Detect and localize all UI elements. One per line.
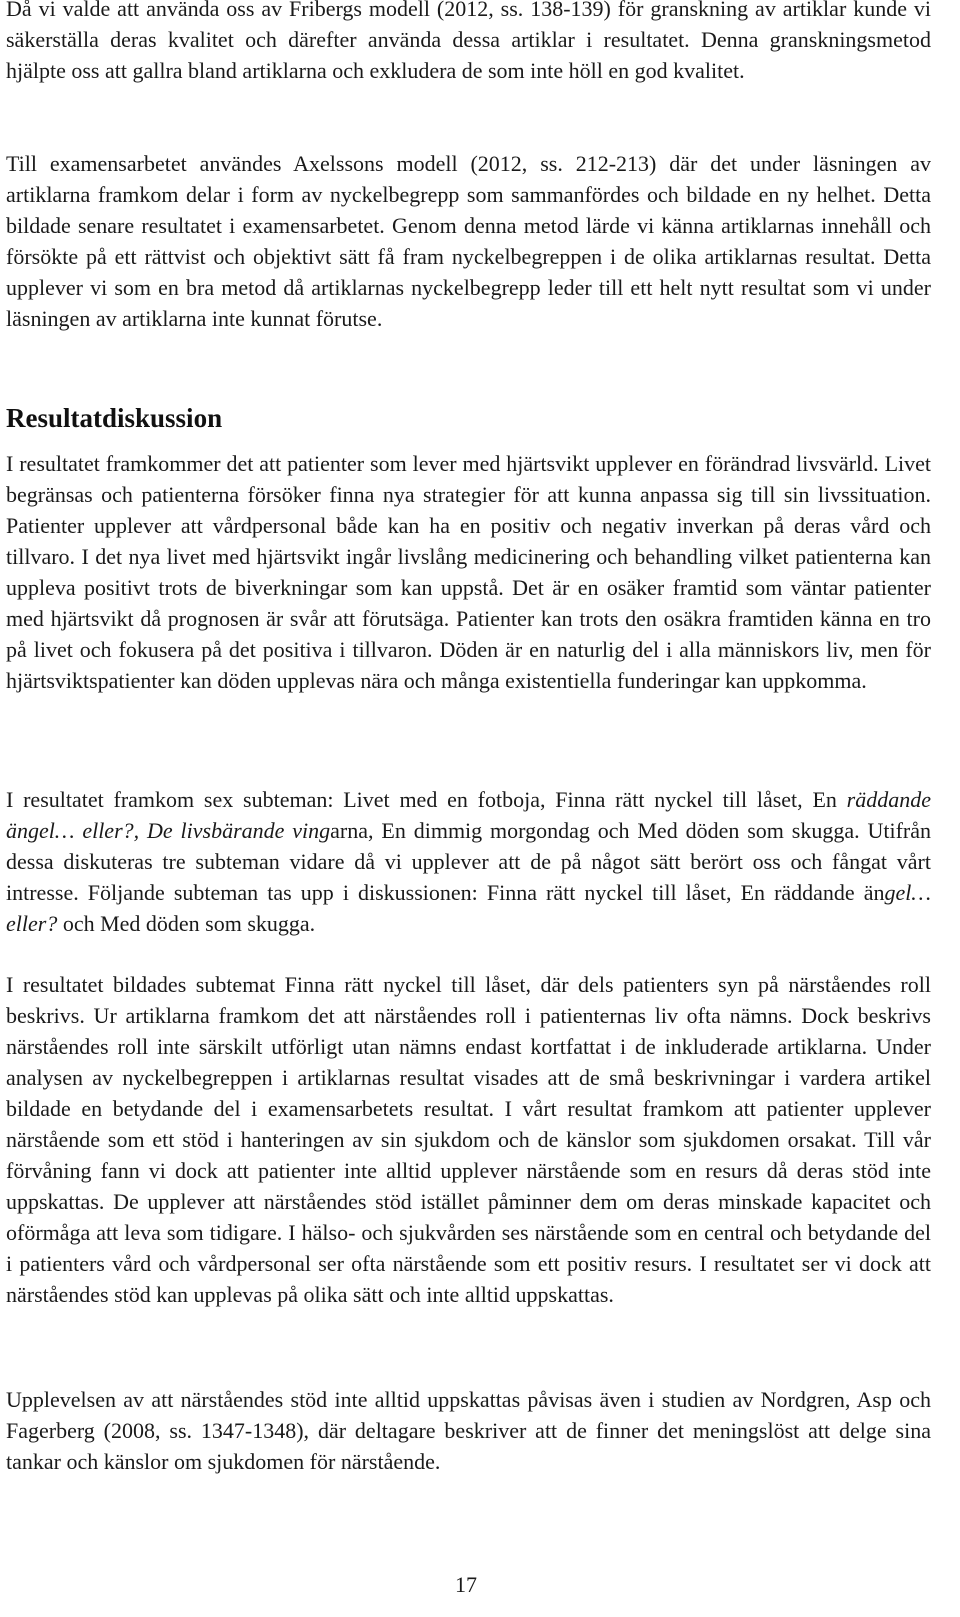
subthemes-text-part-1: I resultatet framkom sex subteman: Livet med en fotboja, Finna rätt nyckel till låset, En — [6, 787, 847, 812]
paragraph-result-summary: I resultatet framkommer det att patienter som lever med hjärtsvikt upplever en förändrad livsvärld. Livet begränsas och patienterna försöker finna nya strategier för att kunna anpassa sig till sin livssituation. Patienter upplever att vårdpersonal både kan ha en positiv och negativ inverkan på deras vård och tillvaro. I det nya livet med hjärtsvikt ingår livslång medicinering och behandling vilket patienterna kan uppleva positivt trots de biverkningar som kan uppstå. Det är en osäker framtid som väntar patienter med hjärtsvikt då prognosen är svår att förutsäga. Patienter kan trots den osäkra framtiden känna en tro på livet och fokusera på det positiva i tillvaron. Döden är en naturlig del i alla människors liv, men för hjärtsviktspatienter kan döden upplevas nära och många existentiella funderingar kan uppkomma. — [6, 451, 931, 693]
paragraph-relatives-role: I resultatet bildades subtemat Finna rätt nyckel till låset, där dels patienters syn på närståendes roll beskrivs. Ur artiklarna framkom det att närståendes roll i patienternas liv ofta nämns. Dock beskrivs närståendes roll inte särskilt utförligt utan nämns endast kortfattat i de inkluderade artiklarna. Under analysen av nyckelbegreppen i artiklarnas resultat visades att de små beskrivningar i vardera artikel bildade en betydande del i examensarbetets resultat. I vårt resultat framkom att patienter upplever närstående som ett stöd i hanteringen av sin sjukdom och de känslor som sjukdomen orsakat. Till vår förvåning fann vi dock att patienter inte alltid upplever närstående som en resurs då deras stöd inte uppskattas. De upplever att närståendes stöd istället påminner dem om deras minskade kapacitet och oförmåga att leva som tidigare. I hälso- och sjukvården ses närstående som en central och betydande del i patienters vård och vårdpersonal ser ofta närstående som ett positiv resurs. I resultatet ser vi dock att närståendes stöd kan upplevas på olika sätt och inte alltid uppskattas. — [6, 972, 931, 1307]
paragraph-nordgren-study: Upplevelsen av att närståendes stöd inte alltid uppskattas påvisas även i studien av Nordgren, Asp och Fagerberg (2008, ss. 1347-1348), där deltagare beskriver att de finner det meningslöst att delge sina tankar och känslor om sjukdomen för närstående. — [6, 1387, 931, 1474]
subthemes-text-italic-2: gel… eller? — [6, 880, 931, 936]
page-number: 17 — [455, 1572, 477, 1597]
section-heading: Resultatdiskussion — [6, 403, 223, 433]
paragraph-subthemes — [6, 784, 931, 939]
subthemes-text-part-3: och Med döden som skugga. — [57, 911, 316, 936]
paragraph-friberg-model: Då vi valde att använda oss av Fribergs modell (2012, ss. 138-139) för granskning av artiklar kunde vi säkerställa deras kvalitet och därefter använda dessa artiklar i resultatet. Denna granskningsmetod hjälpte oss att gallra bland artiklarna och exkludera de som inte höll en god kvalitet. — [6, 0, 931, 83]
paragraph-axelsson-model: Till examensarbetet användes Axelssons modell (2012, ss. 212-213) där det under läsningen av artiklarna framkom delar i form av nyckelbegrepp som sammanfördes och bildade en ny helhet. Detta bildade senare resultatet i examensarbetet. Genom denna metod lärde vi känna artiklarnas innehåll och försökte på ett rättvist och objektivt sätt få fram nyckelbegreppen i de olika artiklarnas resultat. Detta upplever vi som en bra metod då artiklarnas nyckelbegrepp leder till ett helt nytt resultat som vi under läsningen av artiklarna inte kunnat förutse. — [6, 151, 931, 331]
subthemes-text-italic-1: räddande ängel… eller?, De livsbärande ving — [6, 787, 931, 843]
subthemes-text-part-2: arna, En dimmig morgondag och Med döden som skugga. Utifrån dessa diskuteras tre subteman vidare då vi upplever att de på något sätt berört oss och fångat vårt intresse. Följande subteman tas upp i diskussionen: Finna rätt nyckel till låset, En räddande än — [6, 818, 931, 905]
